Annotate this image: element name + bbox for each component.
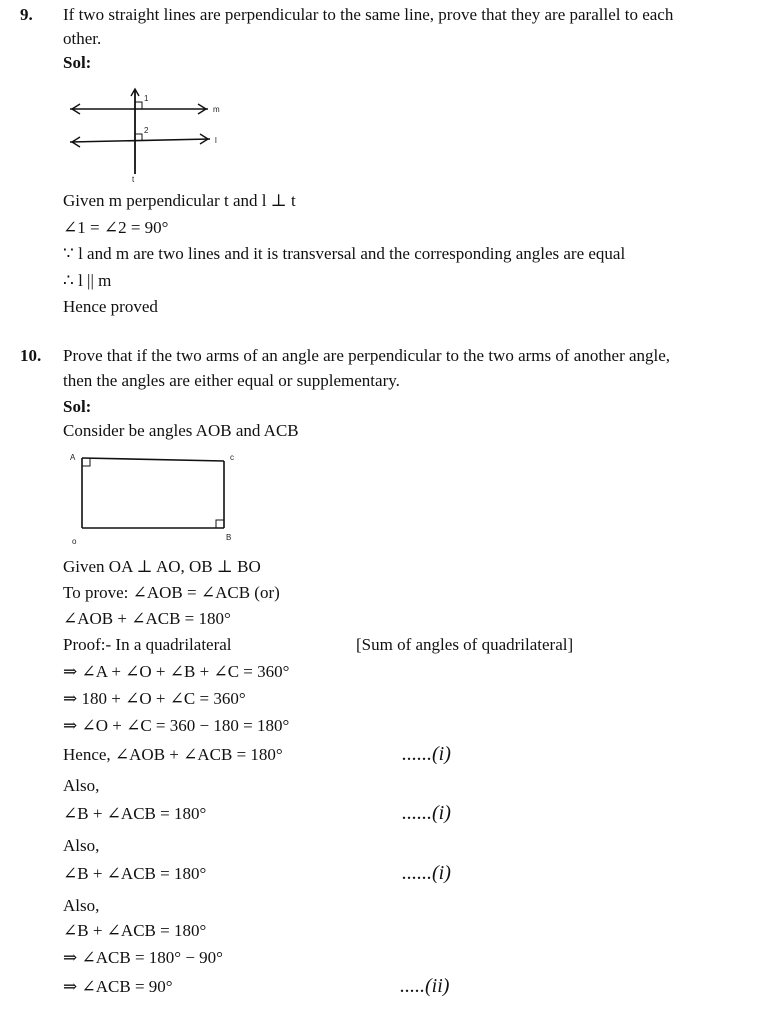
label-c: c — [230, 453, 234, 462]
label-l: l — [215, 136, 217, 145]
q10-hence: Hence, ∠AOB + ∠ACB = 180° — [63, 745, 283, 764]
q10-also-1: Also, — [63, 776, 100, 795]
line-l — [70, 139, 210, 142]
q10-step-final1: ⇒ ∠ACB = 180° − 90° — [63, 948, 223, 967]
q9-figure-parallel-lines — [60, 82, 230, 182]
q10-proof-intro: Proof:- In a quadrilateral — [63, 635, 232, 654]
q10-eq-b-acb-1: ∠B + ∠ACB = 180° — [63, 804, 207, 823]
q9-number: 9. — [20, 5, 33, 24]
q9-question-line1: If two straight lines are perpendicular to the same line, prove that they are parallel to each — [63, 5, 674, 24]
angle-2-label: 2 — [144, 126, 149, 135]
q10-eq-b-acb-3: ∠B + ∠ACB = 180° — [63, 921, 207, 940]
q10-step2: ⇒ 180 + ∠O + ∠C = 360° — [63, 689, 246, 708]
q10-also-2: Also, — [63, 836, 100, 855]
q9-given: Given m perpendicular t and l ⊥ t — [63, 191, 296, 210]
q10-step1: ⇒ ∠A + ∠O + ∠B + ∠C = 360° — [63, 662, 290, 681]
q10-eq-b-acb-2: ∠B + ∠ACB = 180° — [63, 864, 207, 883]
q9-sol-label: Sol: — [63, 53, 92, 72]
q10-proof-reason: [Sum of angles of quadrilateral] — [356, 635, 574, 654]
q10-question-line2: then the angles are either equal or supplementary. — [63, 371, 400, 390]
label-m: m — [213, 105, 220, 114]
q10-sol-label: Sol: — [63, 397, 92, 416]
q10-figure-quadrilateral — [62, 448, 252, 548]
q10-given: Given OA ⊥ AO, OB ⊥ BO — [63, 557, 261, 576]
label-o: o — [72, 537, 77, 546]
q10-ref-i-1: ......(i) — [402, 743, 451, 765]
q10-ref-i-2: ......(i) — [402, 802, 451, 824]
label-a: A — [70, 453, 76, 462]
q10-ref-ii: .....(ii) — [400, 975, 450, 997]
q10-to-prove: To prove: ∠AOB = ∠ACB (or) — [63, 583, 280, 602]
q9-question-line2: other. — [63, 29, 102, 48]
q9-because: ∵ l and m are two lines and it is transversal and the corresponding angles are equal — [63, 244, 626, 263]
q9-hence: Hence proved — [63, 297, 158, 316]
q10-step3: ⇒ ∠O + ∠C = 360 − 180 = 180° — [63, 716, 290, 735]
q9-therefore: ∴ l || m — [63, 271, 112, 290]
right-angle-a — [82, 458, 90, 466]
right-angle-b — [216, 520, 224, 528]
q10-to-prove-alt: ∠AOB + ∠ACB = 180° — [63, 609, 231, 628]
q10-question-line1: Prove that if the two arms of an angle are perpendicular to the two arms of another angle, — [63, 346, 671, 365]
q10-number: 10. — [20, 346, 42, 365]
q10-consider: Consider be angles AOB and ACB — [63, 421, 299, 440]
label-t: t — [132, 175, 135, 184]
q10-also-3: Also, — [63, 896, 100, 915]
angle-1-label: 1 — [144, 94, 149, 103]
right-angle-1 — [135, 102, 142, 109]
label-b: B — [226, 533, 232, 542]
q10-step-final2: ⇒ ∠ACB = 90° — [63, 977, 173, 996]
q9-angle-equation: ∠1 = ∠2 = 90° — [63, 218, 169, 237]
q10-ref-i-3: ......(i) — [402, 862, 451, 884]
side-ac — [82, 458, 224, 461]
